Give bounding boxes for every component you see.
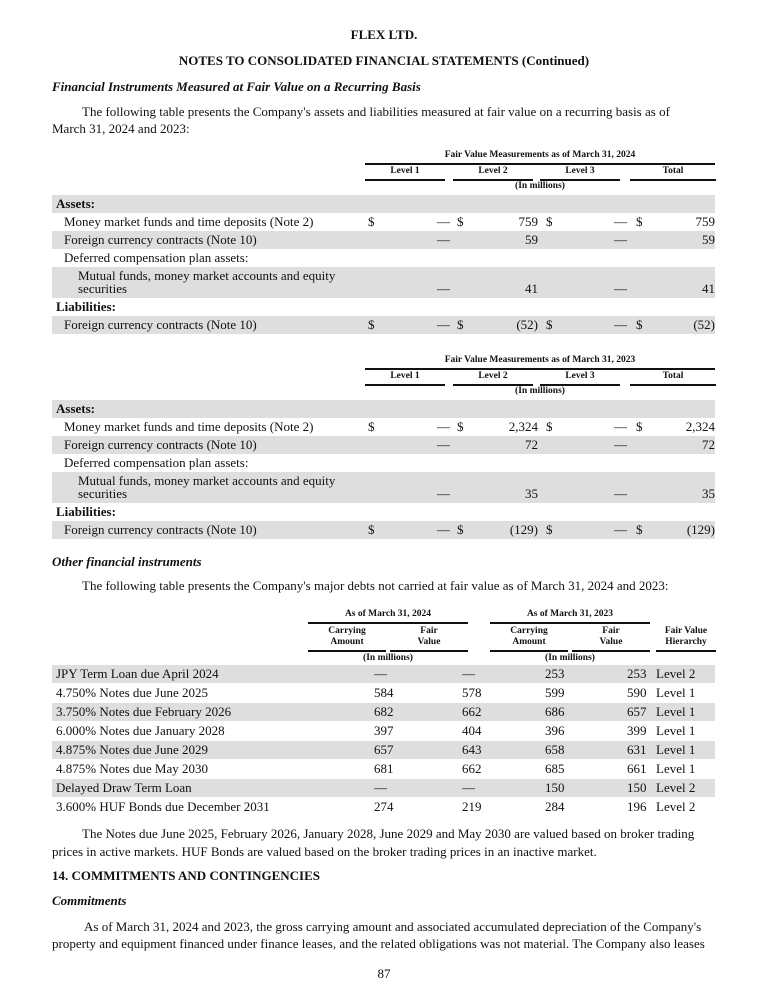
column-header: Level 2: [478, 166, 508, 176]
row-label: Foreign currency contracts (Note 10): [64, 522, 257, 537]
section-title-commitments: 14. COMMITMENTS AND CONTINGENCIES: [52, 868, 320, 883]
column-header: Level 1: [390, 371, 420, 381]
table-row: [52, 454, 715, 472]
group-rule: [308, 622, 468, 624]
dollar-sign: $: [636, 214, 643, 229]
value-cell: 35: [525, 486, 538, 501]
row-heading: Liabilities:: [56, 299, 116, 314]
notes-para-line-1: The Notes due June 2025, February 2026, January 2028, June 2029 and May 2030 are valued based on broker trading: [82, 826, 695, 841]
value-cell: 59: [525, 232, 538, 247]
table-row: [52, 779, 715, 797]
value-cell: 150: [545, 780, 565, 795]
row-label: 4.750% Notes due June 2025: [56, 685, 209, 700]
units-label: (In millions): [515, 181, 565, 191]
value-cell: —: [614, 232, 627, 247]
value-cell: 759: [695, 214, 715, 229]
column-header-line1: Carrying: [328, 626, 366, 636]
table-caption: Fair Value Measurements as of March 31, 2023: [444, 355, 636, 365]
value-cell: 35: [702, 486, 715, 501]
hierarchy-cell: Level 2: [656, 780, 696, 795]
column-header-line2: Hierarchy: [665, 637, 707, 647]
table-row: [52, 741, 715, 759]
dollar-sign: $: [636, 419, 643, 434]
value-cell: 284: [545, 799, 565, 814]
value-cell: 759: [518, 214, 538, 229]
caption-rule: [365, 163, 715, 165]
value-cell: 590: [627, 685, 647, 700]
row-label: Deferred compensation plan assets:: [64, 455, 249, 470]
notes-para-line-2: prices in active markets. HUF Bonds are valued based on the broker trading prices in an inactive market.: [52, 844, 597, 859]
row-label: Foreign currency contracts (Note 10): [64, 437, 257, 452]
column-header-line1: Fair: [420, 626, 438, 636]
value-cell: —: [374, 666, 387, 681]
subsection-title-commitments: Commitments: [52, 893, 127, 908]
value-cell: 584: [374, 685, 394, 700]
units-label: (In millions): [515, 386, 565, 396]
value-cell: —: [614, 214, 627, 229]
dollar-sign: $: [368, 419, 375, 434]
dollar-sign: $: [457, 419, 464, 434]
value-cell: —: [437, 419, 450, 434]
value-cell: (129): [686, 522, 715, 537]
hierarchy-cell: Level 1: [656, 742, 696, 757]
hierarchy-cell: Level 2: [656, 799, 696, 814]
value-cell: 253: [545, 666, 565, 681]
dollar-sign: $: [546, 522, 553, 537]
value-cell: 2,324: [685, 419, 715, 434]
table-caption: Fair Value Measurements as of March 31, 2024: [444, 150, 636, 160]
table-row: [52, 521, 715, 539]
column-rule: [572, 650, 650, 652]
value-cell: 41: [525, 281, 538, 296]
value-cell: 643: [462, 742, 482, 757]
value-cell: 657: [374, 742, 394, 757]
value-cell: 72: [525, 437, 538, 452]
hierarchy-cell: Level 1: [656, 723, 696, 738]
row-heading: Assets:: [56, 196, 95, 211]
column-rule: [390, 650, 468, 652]
column-header: [390, 626, 468, 648]
dollar-sign: $: [546, 419, 553, 434]
value-cell: —: [437, 281, 450, 296]
table-row: [52, 267, 715, 298]
column-header-line2: Value: [417, 637, 441, 647]
column-header: Level 2: [478, 371, 508, 381]
table-row: [52, 722, 715, 740]
value-cell: 661: [627, 761, 647, 776]
value-cell: 662: [462, 761, 482, 776]
row-label: Mutual funds, money market accounts and equity: [78, 268, 336, 283]
company-name: FLEX LTD.: [350, 27, 418, 42]
value-cell: —: [374, 780, 387, 795]
table-row: [52, 665, 715, 683]
value-cell: 274: [374, 799, 394, 814]
value-cell: 578: [462, 685, 482, 700]
value-cell: 686: [545, 704, 565, 719]
column-header: [656, 626, 716, 648]
value-cell: 397: [374, 723, 394, 738]
table-row: [52, 298, 715, 316]
units-label: (In millions): [545, 653, 595, 663]
value-cell: —: [437, 437, 450, 452]
value-cell: 72: [702, 437, 715, 452]
value-cell: —: [462, 666, 475, 681]
value-cell: 681: [374, 761, 394, 776]
column-header: Total: [662, 166, 684, 176]
row-label: 4.875% Notes due June 2029: [56, 742, 209, 757]
row-label-cont: securities: [78, 486, 128, 501]
column-header-line1: Fair: [602, 626, 620, 636]
dollar-sign: $: [457, 214, 464, 229]
value-cell: —: [614, 281, 627, 296]
section-title-fair-value: Financial Instruments Measured at Fair Value on a Recurring Basis: [52, 79, 421, 94]
table-row: [52, 472, 715, 503]
column-header: [572, 626, 650, 648]
row-label: Mutual funds, money market accounts and equity: [78, 473, 336, 488]
row-label: Money market funds and time deposits (Note 2): [64, 419, 314, 434]
value-cell: 682: [374, 704, 394, 719]
units-label: (In millions): [363, 653, 413, 663]
column-header-line2: Amount: [512, 637, 546, 647]
value-cell: —: [437, 522, 450, 537]
dollar-sign: $: [546, 214, 553, 229]
table-row: [52, 400, 715, 418]
table-row: [52, 760, 715, 778]
value-cell: 396: [545, 723, 565, 738]
value-cell: —: [614, 437, 627, 452]
row-label: 4.875% Notes due May 2030: [56, 761, 209, 776]
page-subtitle: NOTES TO CONSOLIDATED FINANCIAL STATEMENTS (Continued): [178, 53, 590, 68]
table-row: [52, 195, 715, 213]
table-row: [52, 684, 715, 702]
table-row: [52, 798, 715, 816]
row-label: 3.750% Notes due February 2026: [56, 704, 232, 719]
intro-line-1: The following table presents the Company's assets and liabilities measured at fair value on a recurring basis as of: [82, 104, 670, 119]
value-cell: 657: [627, 704, 647, 719]
caption-rule: [365, 368, 715, 370]
row-label: JPY Term Loan due April 2024: [56, 666, 219, 681]
value-cell: —: [437, 317, 450, 332]
value-cell: 59: [702, 232, 715, 247]
column-header: [308, 626, 386, 648]
section-title-other-instruments: Other financial instruments: [52, 554, 202, 569]
row-label: 3.600% HUF Bonds due December 2031: [56, 799, 270, 814]
dollar-sign: $: [368, 214, 375, 229]
value-cell: —: [437, 214, 450, 229]
table-row: [52, 503, 715, 521]
table-row: [52, 316, 715, 334]
table-row: [52, 703, 715, 721]
value-cell: (52): [516, 317, 538, 332]
intro-line-2: March 31, 2024 and 2023:: [52, 121, 190, 136]
value-cell: —: [614, 522, 627, 537]
row-heading: Assets:: [56, 401, 95, 416]
value-cell: 685: [545, 761, 565, 776]
value-cell: (52): [693, 317, 715, 332]
column-rule: [308, 650, 386, 652]
hierarchy-cell: Level 2: [656, 666, 696, 681]
value-cell: —: [437, 486, 450, 501]
row-label: Foreign currency contracts (Note 10): [64, 232, 257, 247]
dollar-sign: $: [546, 317, 553, 332]
column-header-line1: Carrying: [510, 626, 548, 636]
group-header: As of March 31, 2023: [526, 609, 614, 619]
column-header: Level 3: [565, 166, 595, 176]
column-header-line2: Value: [599, 637, 623, 647]
value-cell: 399: [627, 723, 647, 738]
value-cell: —: [614, 419, 627, 434]
value-cell: 599: [545, 685, 565, 700]
column-rule: [490, 650, 568, 652]
value-cell: 150: [627, 780, 647, 795]
dollar-sign: $: [368, 522, 375, 537]
value-cell: 404: [462, 723, 482, 738]
dollar-sign: $: [457, 522, 464, 537]
column-header-line2: Amount: [330, 637, 364, 647]
value-cell: 196: [627, 799, 647, 814]
row-label-cont: securities: [78, 281, 128, 296]
row-label: Deferred compensation plan assets:: [64, 250, 249, 265]
hierarchy-cell: Level 1: [656, 704, 696, 719]
row-label: 6.000% Notes due January 2028: [56, 723, 225, 738]
dollar-sign: $: [368, 317, 375, 332]
page-number: 87: [377, 966, 391, 981]
value-cell: —: [614, 317, 627, 332]
value-cell: —: [437, 232, 450, 247]
row-heading: Liabilities:: [56, 504, 116, 519]
table-row: [52, 436, 715, 454]
group-header: As of March 31, 2024: [344, 609, 432, 619]
value-cell: (129): [509, 522, 538, 537]
hierarchy-cell: Level 1: [656, 761, 696, 776]
column-header: Total: [662, 371, 684, 381]
value-cell: 631: [627, 742, 647, 757]
row-label: Foreign currency contracts (Note 10): [64, 317, 257, 332]
value-cell: 41: [702, 281, 715, 296]
group-rule: [490, 622, 650, 624]
value-cell: 219: [462, 799, 482, 814]
row-label: Delayed Draw Term Loan: [56, 780, 192, 795]
value-cell: 658: [545, 742, 565, 757]
commitments-line-2: property and equipment financed under finance leases, and the related obligations was not material. The Company also leases: [52, 936, 705, 951]
column-header: [490, 626, 568, 648]
row-label: Money market funds and time deposits (Note 2): [64, 214, 314, 229]
table-row: [52, 231, 715, 249]
column-header-line1: Fair Value: [664, 626, 708, 636]
debt-intro: The following table presents the Company's major debts not carried at fair value as of March 31, 2024 and 2023:: [82, 578, 669, 593]
value-cell: —: [614, 486, 627, 501]
table-row: [52, 418, 715, 436]
column-header: Level 3: [565, 371, 595, 381]
dollar-sign: $: [636, 317, 643, 332]
dollar-sign: $: [457, 317, 464, 332]
value-cell: —: [462, 780, 475, 795]
column-rule: [656, 650, 716, 652]
value-cell: 662: [462, 704, 482, 719]
dollar-sign: $: [636, 522, 643, 537]
table-row: [52, 213, 715, 231]
value-cell: 2,324: [508, 419, 538, 434]
value-cell: 253: [627, 666, 647, 681]
commitments-line-1: As of March 31, 2024 and 2023, the gross carrying amount and associated accumulated depreciation of the Company's: [84, 919, 702, 934]
hierarchy-cell: Level 1: [656, 685, 696, 700]
column-header: Level 1: [390, 166, 420, 176]
table-row: [52, 249, 715, 267]
